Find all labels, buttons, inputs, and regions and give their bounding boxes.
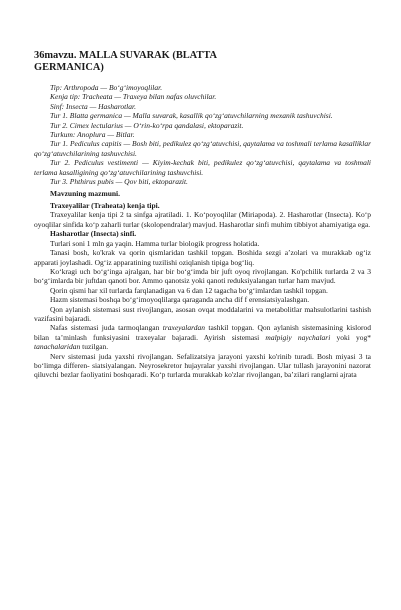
italic-term: malpigiy naychalari	[265, 332, 331, 342]
italic-term: tanachalaridan	[34, 342, 81, 352]
page-title	[34, 50, 374, 74]
taxonomy-line: Tur 3. Phthirus pubis — Qov biti, ektoparazit.	[50, 177, 188, 187]
paragraph: Qorin qismi har xil turlarda farqlanadigan va 6 dan 12 tagacha bo‘g‘imlardan tashkil topgan.	[50, 285, 328, 295]
text-run: tashkil topgan. Qon aylanish sistemasining kislorod bilan ta’minlash funksiyasini traxeyalar bajaradi. Ayirish sistemasi	[34, 323, 371, 342]
section-heading: Mavzuning mazmuni.	[50, 189, 121, 199]
paragraph: Traxeyalilar kenja tipi 2 ta sinfga ajratiladi. 1. Ko‘poyoqlilar (Miriapoda). 2. Hasharotlar (Insecta). Ko‘p oyoqlilar sinfida ko‘p zaharli turlar (skolopendralar) mavjud. Hasharotlar sinfi muhim tibbiyot ahamiyatiga ega.	[34, 210, 371, 229]
taxonomy-line: Tip: Arthropoda — Bo‘g‘imoyoqlilar.	[50, 83, 163, 92]
italic-term: traxeyalardan	[162, 323, 205, 333]
taxonomy-line: Tur 1. Blatta germanica — Malla suvarak, kasallik qo‘zg‘atuvchilarning mexanik tashuvchisi.	[50, 111, 333, 121]
taxonomy-line: Tur 1. Pediculus capitis — Bosh biti, pedikulez qo‘zg‘atuvchisi, qaytalama va toshmali terlama kasalliklar qo‘zg‘atuvchilarining tashuvchisi.	[34, 139, 371, 158]
text-run: tuzilgan.	[80, 342, 109, 352]
title-line-1: 36mavzu. MALLA SUVARAK (BLATTA	[34, 50, 218, 61]
text-run: Nafas sistemasi juda tarmoqlangan	[50, 323, 163, 333]
title-line-2: GERMANICA)	[34, 62, 104, 73]
taxonomy-line: Kenja tip: Tracheata — Traxeya bilan nafas oluvchilar.	[50, 92, 217, 102]
subheading-traxeyalilar: Traxeyalilar (Traheata) kenja tipi.	[50, 201, 160, 211]
paragraph: Turlari soni 1 mln ga yaqin. Hamma turlar biologik progress holatida.	[50, 238, 260, 248]
paragraph: Qon aylanish sistemasi sust rivojlangan, asosan ovqat moddalarini va metabolitlar mahsulotlarini tashish vazifasini bajaradi.	[34, 304, 371, 323]
paragraph: Nerv sistemasi juda yaxshi rivojlangan. Sefalizatsiya jarayoni yaxshi ko'rinib turadi. Bosh miyasi 3 ta bo‘limga differen- siatsiyalangan. Neyrosekretor hujayralar yaxshi rivojlangan. Ular tullash jarayonini nazorat qiluvchi bezlar faoliyatini boshqaradi. Ko‘p turlarda murakkab ko'zlar rivojlangan, ba’zilari ranglarni ajrata	[34, 351, 371, 380]
taxonomy-line: Tur 2. Cimex lectularius — O‘rin-ko‘rpa qandalasi, ektoparazit.	[50, 120, 244, 130]
paragraph: Tanasi bosh, ko'krak va qorin qismlaridan tashkil topgan. Boshida sezgi a’zolari va murakkab og‘iz apparati joylashadi. Og‘iz apparatining tuzilishi oziqlanish tipiga bog‘liq.	[34, 248, 371, 267]
paragraph: Hazm sistemasi boshqa bo‘g‘imoyoqlilarga qaraganda ancha dif f erensiatsiyalashgan.	[50, 295, 310, 305]
taxonomy-line: Tur 2. Pediculus vestimenti — Kiyim-kechak biti, pedikulez qo‘zg‘atuvchisi, qaytalama va toshmali terlama kasalligining qo‘zg‘atuvchilarining tashuvchisi.	[34, 158, 371, 177]
subheading-hasharotlar: Hasharotlar (Insecta) sinfi.	[50, 229, 137, 239]
text-run: yoki yog*	[330, 332, 371, 342]
paragraph-nafas	[34, 323, 371, 351]
document-body	[34, 83, 371, 380]
taxonomy-line: Sinf: Insecta — Hasharotlar.	[50, 101, 136, 111]
taxonomy-line: Turkum: Anoplura — Bitlar.	[50, 130, 135, 140]
paragraph: Ko‘kragi uch bo‘g‘inga ajralgan, har bir bo‘g‘imda bir juft oyoq rivojlangan. Ko'pchilik turlarda 2 va 3 bo‘g‘imlarda bir juftdan qanoti bor. Ammo qanotsiz yoki qanoti reduksiyalangan turlar ham mavjud.	[34, 266, 371, 286]
